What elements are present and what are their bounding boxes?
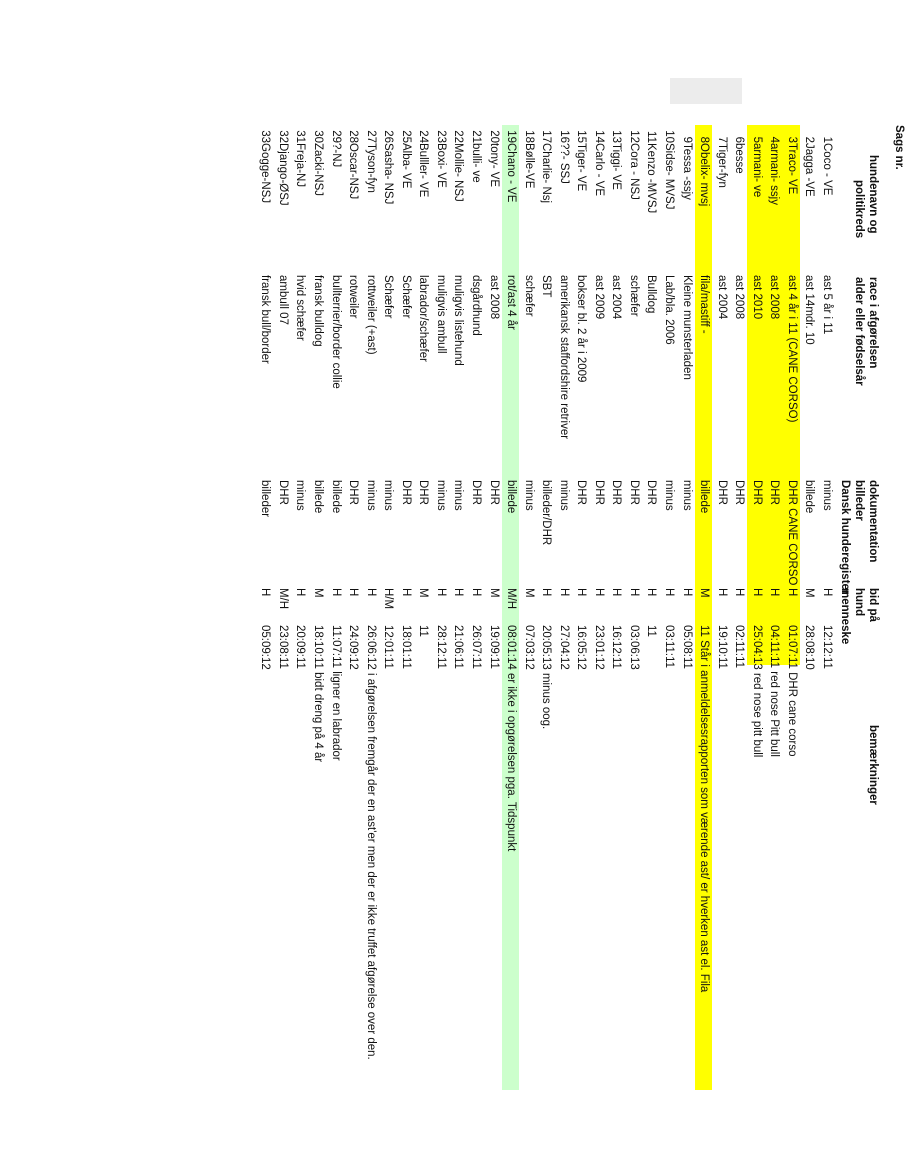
table-row (642, 125, 660, 1090)
header-bite: bid på (867, 588, 879, 622)
cell-remarks: 24:09:12 (347, 625, 360, 670)
table-row (502, 125, 520, 1090)
table-row (449, 125, 467, 1090)
dog-name: Boxi- VE (434, 143, 447, 188)
cell-documentation: billeder/DHR (540, 480, 553, 546)
cell-case (572, 125, 590, 265)
cell-race: labrador/schæfer (417, 275, 430, 362)
cell-race: fransk bull/border (259, 275, 272, 364)
cell-case (467, 125, 485, 265)
cell-bite: H (434, 588, 447, 597)
case-number: 8 (698, 136, 711, 143)
case-number: 16 (557, 130, 570, 143)
header-pictures: billeder (853, 480, 865, 521)
table-row (537, 125, 555, 1090)
dog-name: Kenzo -MVSJ (645, 143, 658, 214)
cell-case (344, 125, 362, 265)
cell-case (361, 125, 379, 265)
table-row (414, 125, 432, 1090)
table-row (818, 125, 836, 1090)
cell-case (624, 125, 642, 265)
cell-case (730, 125, 748, 265)
cell-remarks: 12:12:11 (821, 625, 833, 669)
table-row (484, 125, 502, 1090)
table-row (677, 125, 695, 1090)
table-row (361, 125, 379, 1090)
cell-documentation: DHR (417, 480, 430, 505)
dog-name: ?-NJ (329, 143, 342, 168)
cell-case (291, 125, 309, 265)
cell-bite: H (294, 588, 307, 597)
cell-bite: H (610, 588, 623, 597)
dog-name: Tyson-fyn (364, 143, 377, 193)
cell-documentation: DHR (768, 480, 781, 505)
case-number: 27 (364, 130, 377, 143)
cell-documentation: DHR (276, 480, 289, 505)
cell-remarks: 11:07:11 ligner en labrador (329, 625, 342, 761)
cell-bite: H (452, 588, 465, 597)
cell-case (537, 125, 555, 265)
cell-bite: H (663, 588, 676, 597)
cell-documentation: DHR (347, 480, 360, 505)
case-number: 32 (276, 130, 289, 143)
gray-tab (670, 78, 742, 104)
table-row (747, 125, 765, 1090)
dog-name: Tessa -ssjy (680, 143, 693, 200)
table-row (379, 125, 397, 1090)
dog-name: Carlo - VE (592, 143, 605, 197)
table-row (467, 125, 485, 1090)
table-row (256, 125, 274, 1090)
cell-documentation: minus (557, 480, 570, 511)
cell-remarks: 20:05:13 minus oog. (540, 625, 553, 730)
cell-remarks: 11 (417, 625, 430, 637)
cell-documentation: minus (680, 480, 693, 511)
table-row (309, 125, 327, 1090)
case-number: 19 (505, 130, 518, 143)
header-dog: hund (853, 588, 865, 617)
cell-race: Lab/bla. 2006 (663, 275, 676, 345)
case-number: 24 (417, 130, 430, 143)
table-row (695, 125, 713, 1090)
cell-remarks: 20:09:11 (294, 625, 307, 669)
header-case-no: Sags nr. (893, 125, 905, 170)
case-number: 23 (434, 130, 447, 143)
table-row (730, 125, 748, 1090)
cell-remarks: 04:11:11 red nose Pitt bull (768, 625, 781, 757)
cell-race: rot/ast 4 år (505, 275, 518, 330)
cell-case (800, 125, 818, 265)
cell-race: ambull 07 (276, 275, 289, 325)
cell-race: hvid schæfer (294, 275, 307, 341)
cell-race: ast 2008 (768, 275, 781, 320)
cell-case (484, 125, 502, 265)
cell-remarks: 18:10:11 bidt dreng på 4 år (312, 625, 325, 763)
cell-race: bokser bl. 2 år i 2009 (575, 275, 588, 383)
cell-remarks: 05:08:11 (680, 625, 693, 669)
cell-bite: M/H (276, 588, 289, 610)
table-row (554, 125, 572, 1090)
cell-race: ast 2004 (610, 275, 623, 320)
cell-bite: M (417, 588, 430, 598)
rotated-table (45, 125, 915, 1090)
cell-race: Schæfer (399, 275, 412, 319)
cell-case (449, 125, 467, 265)
header-police-district: politikreds (853, 180, 865, 239)
cell-remarks: 02:11:11 (733, 625, 746, 669)
header-race: race i afgørelsen (867, 277, 879, 369)
dog-name: Django-ØSJ (276, 143, 289, 206)
case-number: 1 (821, 136, 833, 143)
cell-documentation: minus (364, 480, 377, 511)
cell-bite: H (557, 588, 570, 597)
case-number: 20 (487, 130, 500, 143)
cell-case (502, 125, 520, 265)
cell-remarks: 03:11:11 (663, 625, 676, 669)
cell-case (818, 125, 836, 265)
cell-case (326, 125, 344, 265)
cell-bite: M/H (505, 588, 518, 610)
table-row (765, 125, 783, 1090)
cell-documentation: DHR (487, 480, 500, 505)
table-row (712, 125, 730, 1090)
cell-remarks: 12:01:11 (382, 625, 395, 669)
cell-case (695, 125, 713, 265)
dog-name: Gogge-NSJ (259, 143, 272, 204)
dog-name: Coco - VE (821, 143, 833, 196)
dog-name: Mollie- NSJ (452, 143, 465, 202)
cell-race: ast 2010 (750, 275, 763, 320)
cell-remarks: 26:06:12 i afgørelsen fremgår der en ast'er men der er ikke truffet afgørelse over den. (364, 625, 377, 1060)
cell-documentation: billede (698, 480, 711, 514)
cell-case (273, 125, 291, 265)
cell-remarks: 27:04:12 (557, 625, 570, 670)
cell-bite: M (522, 588, 535, 598)
cell-documentation: DHR (750, 480, 763, 505)
cell-documentation: DHR (733, 480, 746, 505)
case-number: 29 (329, 130, 342, 143)
case-number: 25 (399, 130, 412, 143)
cell-bite: H (540, 588, 553, 597)
case-number: 4 (768, 136, 781, 143)
cell-documentation: DHR (645, 480, 658, 505)
cell-remarks: 21:06:11 (452, 625, 465, 669)
cell-remarks: 07:03:12 (522, 625, 535, 670)
cell-bite: H (329, 588, 342, 597)
cell-bite: H (347, 588, 360, 597)
case-number: 14 (592, 130, 605, 143)
dog-name: Tiger-fyn (715, 143, 728, 188)
cell-race: amerikansk staffordshire retriver (557, 275, 570, 440)
cell-race: Kleine munsterladen (680, 275, 693, 380)
cell-case (747, 125, 765, 265)
cell-bite: H (750, 588, 763, 597)
cell-remarks: 28:08:10 (803, 625, 816, 670)
header-age: alder eller fødselsår (853, 277, 865, 386)
cell-bite: M (698, 588, 711, 598)
cell-case (379, 125, 397, 265)
cell-remarks: 26:07:11 (470, 625, 482, 669)
cell-race: ast 2009 (592, 275, 605, 320)
cell-documentation: DHR (399, 480, 412, 505)
dog-name: Tiggi- VE (610, 143, 623, 190)
cell-race: fila/mastiff - (698, 275, 711, 334)
case-number: 17 (540, 130, 553, 143)
cell-race: rottweiler (+ast) (364, 275, 377, 355)
cell-remarks: 23:01:12 (592, 625, 605, 670)
cell-bite: H (680, 588, 693, 597)
table-row (344, 125, 362, 1090)
header-dog-name: hundenavn og (867, 155, 879, 234)
cell-bite: H (645, 588, 658, 597)
cell-case (396, 125, 414, 265)
dog-name: Oscar-NSJ (347, 143, 360, 200)
cell-race: ast 2008 (487, 275, 500, 320)
table-row (326, 125, 344, 1090)
cell-race: ast 2004 (715, 275, 728, 320)
cell-race: SBT (540, 275, 553, 298)
cell-documentation: minus (434, 480, 447, 511)
case-number: 21 (470, 130, 482, 143)
cell-remarks: 01:07:11 DHR cane corso (785, 625, 798, 757)
cell-bite: H (259, 588, 272, 597)
case-number: 10 (663, 130, 676, 143)
cell-bite: H (627, 588, 640, 597)
cell-case (256, 125, 274, 265)
cell-case (607, 125, 625, 265)
cell-documentation: minus (294, 480, 307, 511)
cell-case (765, 125, 783, 265)
cell-race: dsgårdhund (470, 275, 482, 336)
dog-name: Sidse- MVSJ (663, 143, 676, 210)
cell-case (309, 125, 327, 265)
cell-bite: H (399, 588, 412, 597)
dog-name: Cora - NSJ (627, 143, 640, 200)
table-header (837, 125, 915, 1090)
cell-case (414, 125, 432, 265)
dog-name: tony- VE (487, 143, 500, 188)
cell-documentation: DHR CANE CORSO (785, 480, 798, 586)
table-row (396, 125, 414, 1090)
table-row (782, 125, 800, 1090)
cell-documentation: minus (382, 480, 395, 511)
case-number: 6 (733, 136, 746, 143)
cell-case (554, 125, 572, 265)
cell-bite: H (821, 588, 833, 597)
dog-name: Obelix- mvsj (698, 143, 711, 207)
cell-documentation: billeder (259, 480, 272, 518)
dog-name: Traco- VE (785, 143, 798, 195)
cell-race: muligvis ambull (434, 275, 447, 354)
cell-remarks: 25:04:13 red nose pitt bull (750, 625, 763, 758)
cell-documentation: DHR (592, 480, 605, 505)
case-number: 26 (382, 130, 395, 143)
case-number: 31 (294, 130, 307, 143)
cell-documentation: DHR (627, 480, 640, 505)
header-documentation: dokumentation (867, 480, 879, 563)
table-row (572, 125, 590, 1090)
table-row (291, 125, 309, 1090)
dog-name: Jagga -VE (803, 143, 816, 197)
cell-documentation: billede (803, 480, 816, 514)
cell-remarks: 08:01:14 er ikke i opgørelsen pga. Tidspunkt (505, 625, 518, 852)
cell-bite: H/M (382, 588, 395, 610)
cell-documentation: billede (329, 480, 342, 514)
case-number: 33 (259, 130, 272, 143)
case-number: 11 (645, 131, 658, 143)
dog-name: Freja-NJ (294, 143, 307, 188)
case-number: 22 (452, 130, 465, 143)
dog-name: Tiger- VE (575, 143, 588, 192)
header-person: menneske (839, 588, 851, 645)
cell-remarks: 18:01:11 (399, 625, 412, 669)
cell-race: Bulldog (645, 275, 658, 314)
case-number: 28 (347, 130, 360, 143)
cell-documentation: minus (522, 480, 535, 511)
case-number: 3 (785, 136, 798, 143)
dog-name: armani- ssjy (768, 143, 781, 205)
cell-remarks: 23:08:11 (276, 625, 289, 669)
cell-race: bullterrier/border collie (329, 275, 342, 389)
cell-bite: M (803, 588, 816, 598)
table-row (660, 125, 678, 1090)
dog-name: bulli- ve (470, 143, 482, 183)
case-number: 5 (750, 136, 763, 143)
cell-remarks: 19:10:11 (715, 625, 728, 669)
case-number: 7 (715, 136, 728, 143)
cell-bite: M (312, 588, 325, 598)
cell-documentation: DHR (470, 480, 482, 505)
table-row (607, 125, 625, 1090)
cell-remarks: 28:12:11 (434, 625, 447, 669)
cell-remarks: 19:09:11 (487, 625, 500, 669)
dog-name: besse (733, 143, 746, 174)
cell-remarks: 16:05:12 (575, 625, 588, 670)
case-number: 9 (680, 136, 693, 143)
cell-documentation: DHR (610, 480, 623, 505)
cell-bite: H (364, 588, 377, 597)
cell-case (712, 125, 730, 265)
dog-name: ??- SSJ (557, 143, 570, 184)
cell-case (642, 125, 660, 265)
cell-documentation: minus (452, 480, 465, 511)
cell-race: schæfer (627, 275, 640, 317)
cell-remarks: 11 (645, 625, 658, 637)
header-dog-register: Dansk hunderegister (839, 480, 851, 595)
case-number: 15 (575, 130, 588, 143)
cell-race: ast 2008 (733, 275, 746, 320)
cell-race: fransk bulldog (312, 275, 325, 347)
cell-race: muligvis listehund (452, 275, 465, 366)
cell-bite: H (733, 588, 746, 597)
table-row (589, 125, 607, 1090)
table-row (431, 125, 449, 1090)
dog-name: Charlie- Nsj (540, 143, 553, 204)
case-number: 12 (627, 130, 640, 143)
cell-bite: H (575, 588, 588, 597)
table-row (800, 125, 818, 1090)
cell-case (782, 125, 800, 265)
cell-race: rotweiler (347, 275, 360, 319)
cell-race: ast 4 år i 11 (CANE CORSO) (785, 275, 798, 423)
cell-bite: M (487, 588, 500, 598)
dog-name: Bølle-VE (522, 143, 535, 189)
header-remarks: bemærkninger (867, 725, 879, 805)
cell-remarks: 05:09:12 (259, 625, 272, 670)
cell-race: ast 5 år i 11 (821, 275, 833, 335)
case-number: 13 (610, 130, 623, 143)
cell-remarks: 03:06:13 (627, 625, 640, 670)
cell-race: ast 14mdr. 10 (803, 275, 816, 345)
cell-case (431, 125, 449, 265)
case-number: 30 (312, 130, 325, 143)
cell-race: schæfer (522, 275, 535, 317)
dog-name: armani- ve (750, 143, 763, 198)
cell-bite: H (715, 588, 728, 597)
cell-documentation: minus (821, 480, 833, 511)
dog-name: Chano - VE (505, 143, 518, 203)
cell-documentation: billede (312, 480, 325, 514)
cell-remarks: 11 Står i anmeldelsesrapporten som værende ast/ er hverken ast el. Fila (698, 625, 711, 993)
cell-remarks: 16:12:11 (610, 625, 623, 669)
case-number: 2 (803, 136, 816, 143)
cell-documentation: DHR (715, 480, 728, 505)
cell-documentation: minus (663, 480, 676, 511)
table-row (624, 125, 642, 1090)
dog-name: Bulller- VE (417, 143, 430, 198)
cell-bite: H (470, 588, 482, 597)
cell-case (589, 125, 607, 265)
cell-case (677, 125, 695, 265)
cell-documentation: billede (505, 480, 518, 514)
dog-name: Sasha- NSJ (382, 143, 395, 205)
dog-name: Alba- VE (399, 143, 412, 189)
cell-bite: H (768, 588, 781, 597)
cell-bite: H (592, 588, 605, 597)
cell-case (519, 125, 537, 265)
dog-name: Zacki-NSJ (312, 143, 325, 197)
cell-race: Schæfer (382, 275, 395, 319)
cell-bite: H (785, 588, 798, 597)
table-row (519, 125, 537, 1090)
case-number: 18 (522, 130, 535, 143)
cell-documentation: DHR (575, 480, 588, 505)
table-row (273, 125, 291, 1090)
cell-case (660, 125, 678, 265)
